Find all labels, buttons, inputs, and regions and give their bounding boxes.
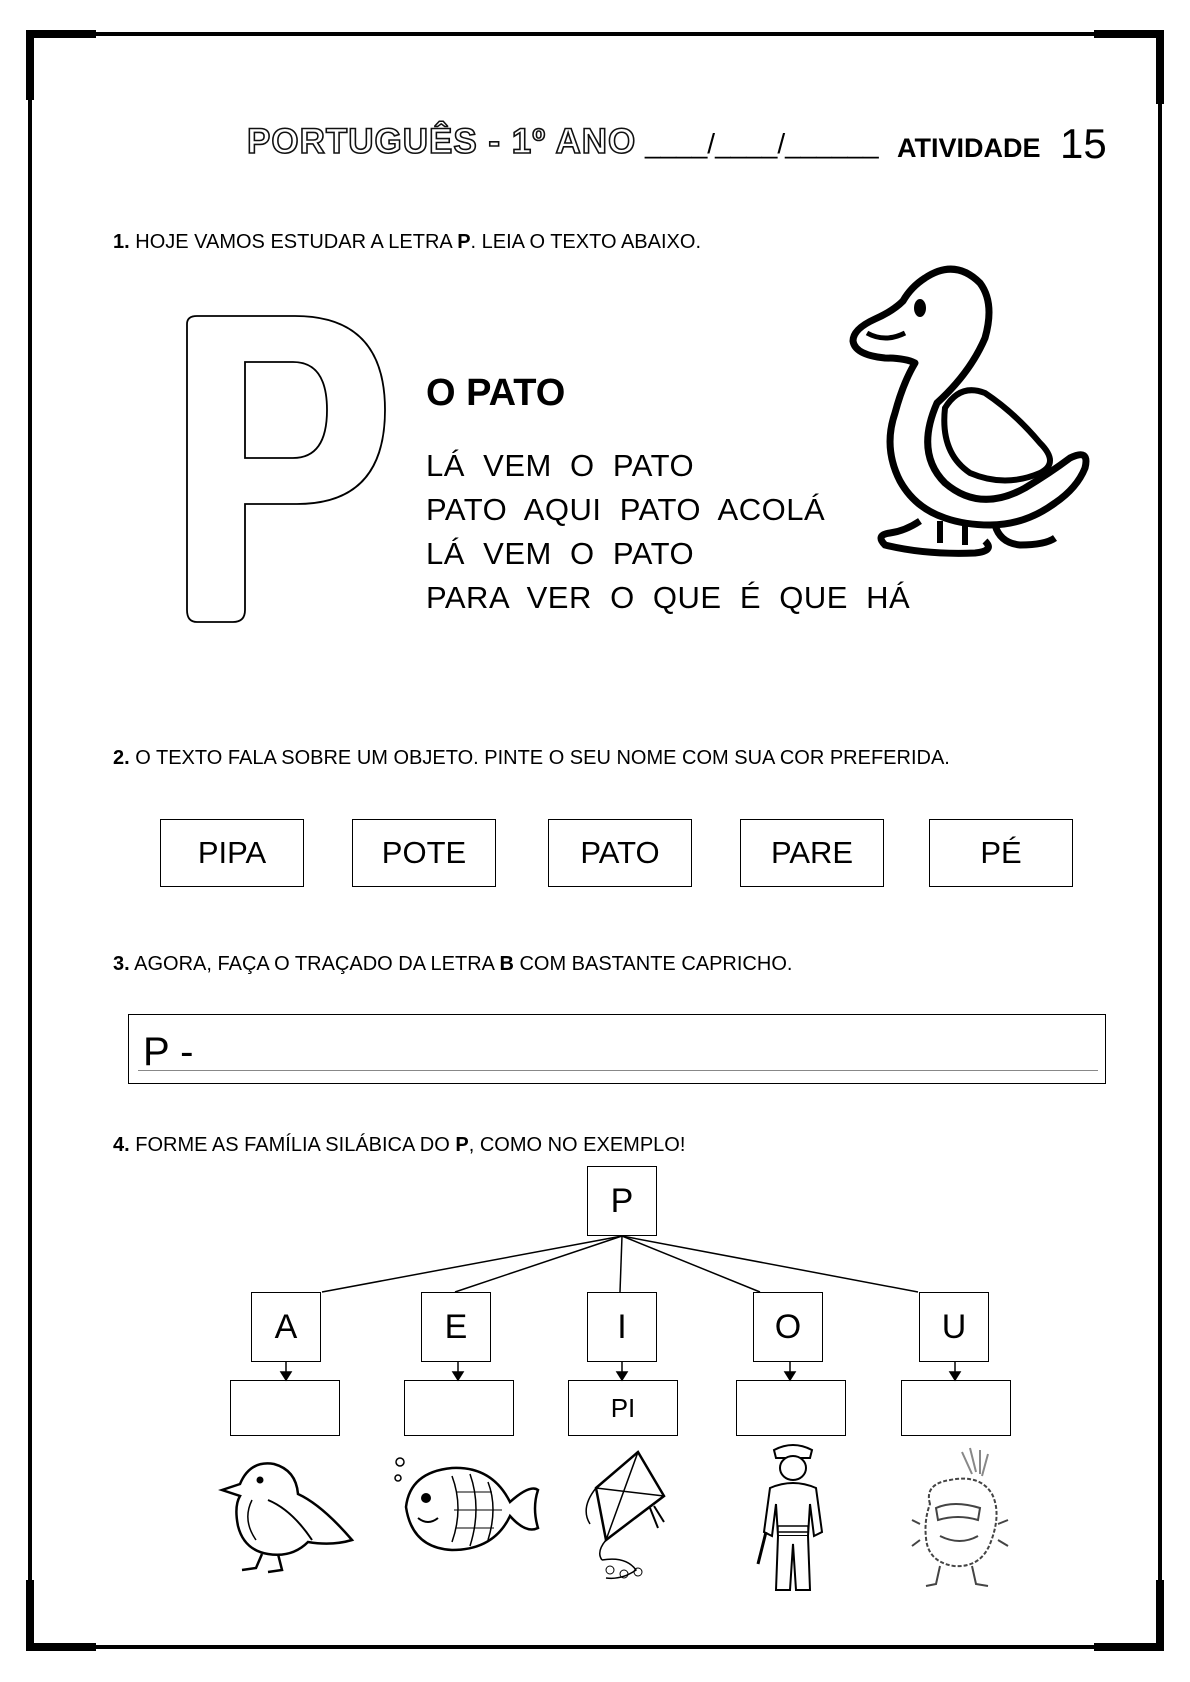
vowel-box-o: O (753, 1292, 823, 1362)
urchin-character-icon (910, 1444, 1010, 1594)
question-2-text: O TEXTO FALA SOBRE UM OBJETO. PINTE O SEU NOME COM SUA COR PREFERIDA. (135, 747, 950, 769)
word-option-pipa[interactable]: PIPA (160, 819, 304, 887)
question-4-letter: P (455, 1134, 469, 1156)
question-1-number: 1. (113, 231, 130, 253)
question-4-text-b: , COMO NO EXEMPLO! (468, 1134, 686, 1156)
question-2-number: 2. (113, 747, 130, 769)
date-blank[interactable]: ____/____/______ (645, 128, 879, 159)
poem-line-3: LÁ VEM O PATO (426, 536, 695, 571)
subject-title: PORTUGUÊS - 1º ANO (247, 122, 637, 161)
police-officer-icon (748, 1440, 838, 1600)
root-letter-box: P (587, 1166, 657, 1236)
poem-line-2: PATO AQUI PATO ACOLÁ (426, 492, 826, 527)
question-3-letter: B (499, 953, 514, 975)
kite-icon (566, 1448, 676, 1596)
activity-label: ATIVIDADE (897, 133, 1041, 163)
vowel-box-i: I (587, 1292, 657, 1362)
answer-box-pe[interactable] (404, 1380, 514, 1436)
question-1-text-b: . LEIA O TEXTO ABAIXO. (470, 231, 701, 253)
word-option-pare[interactable]: PARE (740, 819, 884, 887)
answer-box-pu[interactable] (901, 1380, 1011, 1436)
poem-title: O PATO (426, 372, 566, 414)
word-option-pe[interactable]: PÉ (929, 819, 1073, 887)
question-3-text-b: COM BASTANTE CAPRICHO. (513, 953, 793, 975)
question-3-number: 3. (113, 953, 130, 975)
question-4-text-a: FORME AS FAMÍLIA SILÁBICA DO (135, 1134, 456, 1156)
vowel-box-a: A (251, 1292, 321, 1362)
answer-box-pi[interactable]: PI (568, 1380, 678, 1436)
poem-line-4: PARA VER O QUE É QUE HÁ (426, 580, 911, 615)
answer-box-pa[interactable] (230, 1380, 340, 1436)
fish-icon (392, 1452, 542, 1562)
bird-icon (212, 1450, 362, 1580)
tracing-label: P - (143, 1030, 194, 1074)
vowel-box-e: E (421, 1292, 491, 1362)
question-3-text-a: AGORA, FAÇA O TRAÇADO DA LETRA (134, 953, 500, 975)
question-4-number: 4. (113, 1134, 130, 1156)
word-option-pote[interactable]: POTE (352, 819, 496, 887)
question-1-letter: P (457, 231, 471, 253)
question-1-text-a: HOJE VAMOS ESTUDAR A LETRA (135, 231, 458, 253)
answer-box-po[interactable] (736, 1380, 846, 1436)
vowel-box-u: U (919, 1292, 989, 1362)
word-option-pato[interactable]: PATO (548, 819, 692, 887)
activity-number: 15 (1060, 120, 1107, 167)
poem-line-1: LÁ VEM O PATO (426, 448, 695, 483)
